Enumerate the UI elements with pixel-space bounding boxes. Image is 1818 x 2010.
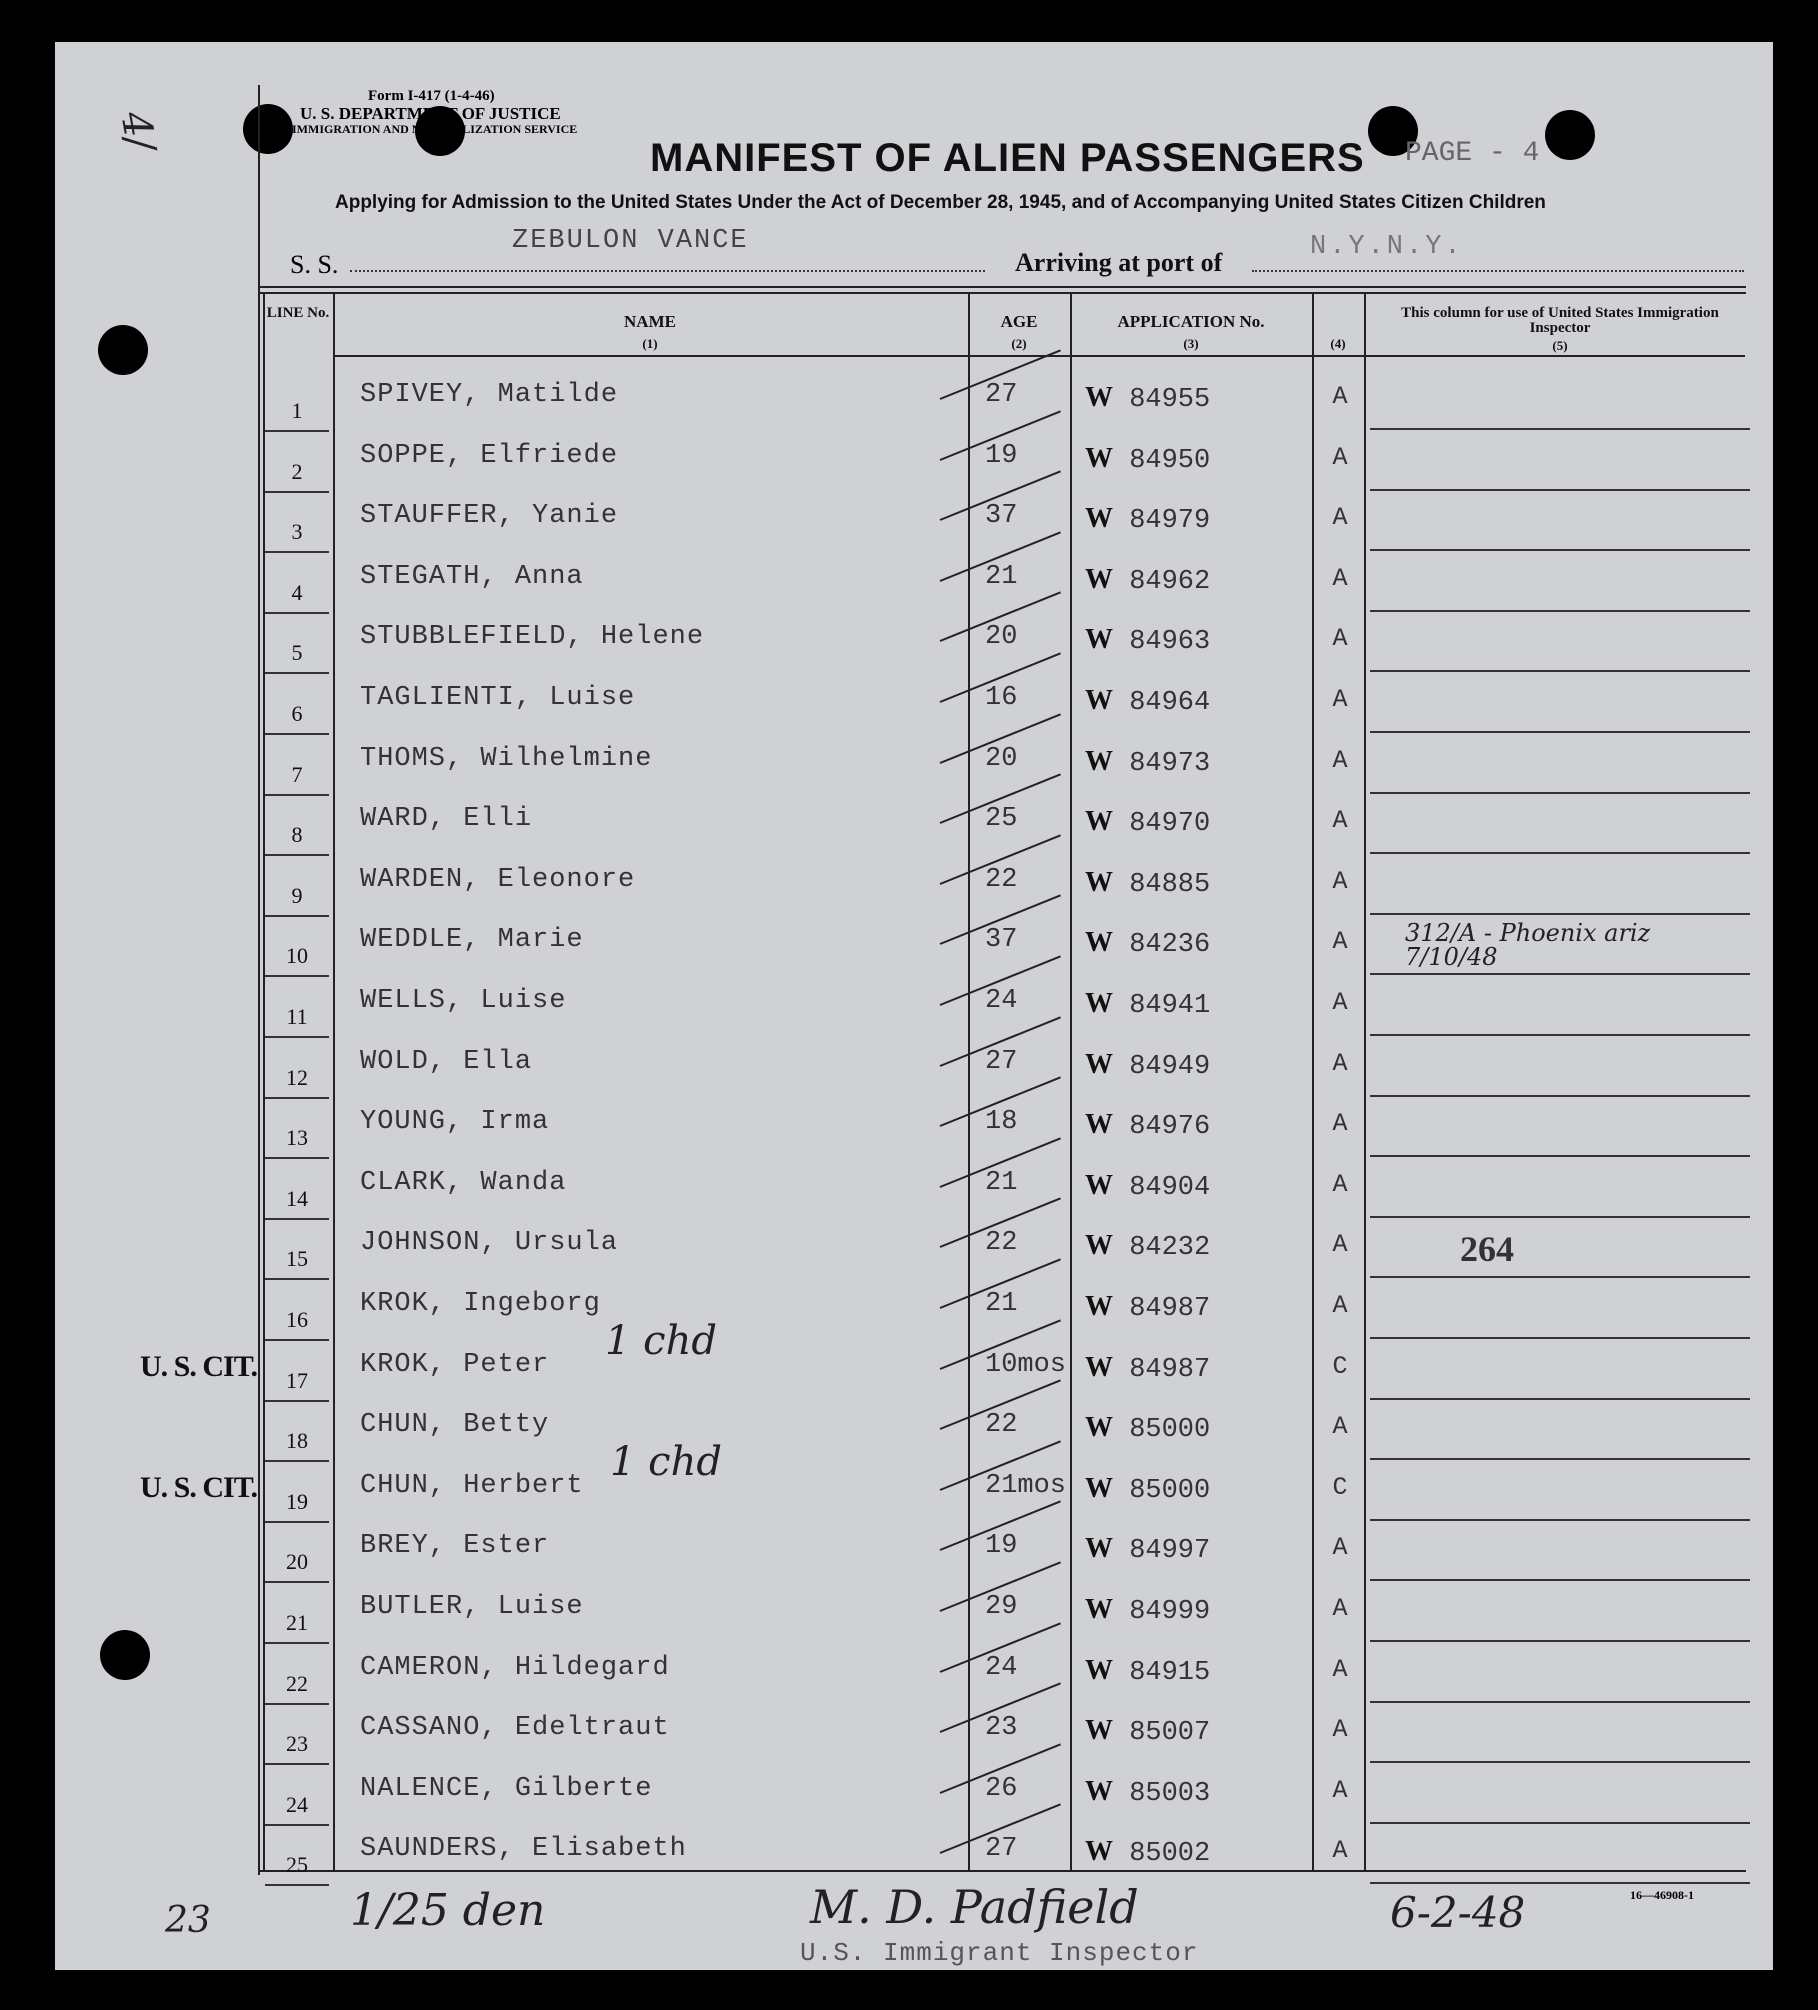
passenger-name: YOUNG, Irma [360,1107,550,1137]
application-number [1085,1776,1210,1809]
inspector-rule [1370,1458,1750,1460]
application-digits: 84987 [1129,1355,1211,1385]
class-code: A [1332,503,1348,532]
corner-handwritten-mark: 4/ [111,107,164,155]
line-number: 5 [291,640,303,665]
application-prefix: W [1085,746,1113,777]
inspector-signature: M. D. Padfield [810,1880,1139,1934]
table-top-border [258,286,1746,288]
passenger-name: WARD, Elli [360,804,533,834]
application-digits: 84904 [1129,1173,1211,1203]
passenger-age: 24 [985,1653,1018,1683]
passenger-age: 24 [985,986,1018,1016]
passenger-age: 22 [985,1228,1018,1258]
table-row [0,1521,1818,1581]
line-number: 6 [291,701,303,726]
class-code: A [1332,1230,1348,1259]
passenger-name: SOPPE, Elfriede [360,441,619,471]
inspector-rule [1370,1579,1750,1581]
application-number [1085,624,1210,657]
inspector-rule [1370,1761,1750,1763]
passenger-name: SAUNDERS, Elisabeth [360,1834,687,1864]
inspector-rule [1370,852,1750,854]
application-digits: 84885 [1129,870,1211,900]
table-row [0,552,1818,612]
application-prefix: W [1085,1230,1113,1261]
passenger-name: CHUN, Herbert [360,1471,584,1501]
passenger-name: CAMERON, Hildegard [360,1653,670,1683]
application-digits: 84999 [1129,1597,1211,1627]
application-digits: 84970 [1129,809,1211,839]
header-inspector-number: (5) [1552,338,1568,353]
application-number [1085,746,1210,779]
passenger-name: NALENCE, Gilberte [360,1774,653,1804]
ship-line [350,270,985,272]
application-prefix: W [1085,927,1113,958]
application-number [1085,988,1210,1021]
application-digits: 84976 [1129,1112,1211,1142]
line-number: 4 [291,580,303,605]
application-number [1085,1352,1210,1385]
application-digits: 84963 [1129,627,1211,657]
us-citizen-stamp: U. S. CIT. [140,1471,257,1504]
table-row [0,370,1818,430]
passenger-name: CLARK, Wanda [360,1168,567,1198]
application-number [1085,503,1210,536]
ss-label: S. S. [290,250,339,279]
header-name: NAME [624,312,676,331]
application-digits: 84964 [1129,688,1211,718]
application-number [1085,443,1210,476]
line-rule [265,1884,329,1886]
service: IMMIGRATION AND NATURALIZATION SERVICE [292,122,578,136]
header-line-no: LINE No. [266,305,330,321]
application-prefix: W [1085,1352,1113,1383]
inspector-rule [1370,731,1750,733]
class-code: A [1332,988,1348,1017]
form-code: 16—46908-1 [1630,1888,1694,1902]
application-number [1085,1836,1210,1869]
application-digits: 84987 [1129,1294,1211,1324]
footer-handwritten-number: 23 [165,1900,211,1941]
passenger-name: CASSANO, Edeltraut [360,1713,670,1743]
table-row [0,794,1818,854]
line-number: 12 [286,1065,308,1090]
passenger-age: 18 [985,1107,1018,1137]
class-code: C [1332,1352,1348,1381]
line-number: 10 [286,943,308,968]
passenger-age: 21mos [985,1471,1067,1501]
table-row [0,1764,1818,1824]
application-prefix: W [1085,1715,1113,1746]
application-number [1085,382,1210,415]
application-digits: 84232 [1129,1233,1211,1263]
line-number: 24 [286,1792,308,1817]
table-row [0,612,1818,672]
line-number: 21 [286,1610,308,1635]
line-number: 13 [286,1125,308,1150]
inspector-rule [1370,1882,1750,1884]
class-code: A [1332,1776,1348,1805]
department: U. S. DEPARTMENT OF JUSTICE [300,104,561,123]
class-code: A [1332,1109,1348,1138]
class-code: A [1332,564,1348,593]
line-number: 18 [286,1428,308,1453]
page-number: PAGE - 4 [1405,138,1540,169]
application-number [1085,806,1210,839]
application-digits: 84973 [1129,749,1211,779]
port-line [1252,270,1744,272]
passenger-age: 27 [985,1047,1018,1077]
passenger-age: 21 [985,1289,1018,1319]
passenger-age: 22 [985,1410,1018,1440]
line-number: 14 [286,1186,308,1211]
application-prefix: W [1085,1594,1113,1625]
table-row [0,1158,1818,1218]
class-code: A [1332,746,1348,775]
application-digits: 85000 [1129,1476,1211,1506]
inspector-note: 264 [1460,1229,1514,1269]
application-prefix: W [1085,1109,1113,1140]
class-code: A [1332,1170,1348,1199]
class-code: A [1332,685,1348,714]
application-digits: 85000 [1129,1415,1211,1445]
application-prefix: W [1085,1655,1113,1686]
passenger-name: STUBBLEFIELD, Helene [360,622,705,652]
header-age-number: (2) [1011,336,1027,351]
application-prefix: W [1085,1836,1113,1867]
line-number: 7 [291,762,303,787]
line-number: 9 [291,883,303,908]
application-digits: 84979 [1129,506,1211,536]
class-code: A [1332,624,1348,653]
line-number: 8 [291,822,303,847]
line-number: 16 [286,1307,308,1332]
line-number: 15 [286,1246,308,1271]
table-row [0,1643,1818,1703]
application-digits: 84962 [1129,567,1211,597]
table-row [0,855,1818,915]
application-number [1085,1230,1210,1263]
line-number: 17 [286,1368,308,1393]
line-number: 20 [286,1549,308,1574]
line-number: 2 [291,459,303,484]
table-row [0,1703,1818,1763]
application-digits: 84950 [1129,446,1211,476]
class-code: A [1332,1715,1348,1744]
table-row [0,1279,1818,1339]
passenger-name: WEDDLE, Marie [360,925,584,955]
table-row [0,915,1818,975]
application-number [1085,1170,1210,1203]
application-number [1085,867,1210,900]
passenger-name: KROK, Peter [360,1350,550,1380]
application-number [1085,1655,1210,1688]
passenger-name: JOHNSON, Ursula [360,1228,619,1258]
table-top-border [258,292,1746,294]
passenger-age: 19 [985,1531,1018,1561]
page-title: MANIFEST OF ALIEN PASSENGERS [650,136,1365,180]
passenger-name: KROK, Ingeborg [360,1289,601,1319]
passenger-age: 21 [985,562,1018,592]
application-number [1085,1533,1210,1566]
application-digits: 84949 [1129,1052,1211,1082]
class-code: A [1332,1533,1348,1562]
punch-hole [98,325,148,375]
punch-hole [243,104,293,154]
application-number [1085,1412,1210,1445]
class-code: A [1332,927,1348,956]
inspector-rule [1370,973,1750,975]
inspector-rule [1370,549,1750,551]
passenger-age: 27 [985,380,1018,410]
port-name: N.Y.N.Y. [1310,232,1464,262]
header-inspector: This column for use of United States Immigration Inspector [1401,305,1719,336]
passenger-name: TAGLIENTI, Luise [360,683,636,713]
port-label: Arriving at port of [1015,248,1223,277]
application-prefix: W [1085,806,1113,837]
table-row [0,1097,1818,1157]
passenger-age: 20 [985,744,1018,774]
passenger-name: WARDEN, Eleonore [360,865,636,895]
passenger-age: 16 [985,683,1018,713]
application-digits: 85003 [1129,1779,1211,1809]
footer-handwritten-count: 1/25 den [350,1885,546,1936]
header-name-number: (1) [642,336,658,351]
inspector-rule [1370,1640,1750,1642]
class-code: A [1332,1412,1348,1441]
table-row [0,1037,1818,1097]
line-number: 19 [286,1489,308,1514]
class-code: A [1332,382,1348,411]
table-row [0,734,1818,794]
table-row [0,431,1818,491]
application-prefix: W [1085,1170,1113,1201]
passenger-age: 37 [985,501,1018,531]
class-code: A [1332,443,1348,472]
line-number: 23 [286,1731,308,1756]
inspector-rule [1370,1337,1750,1339]
application-digits: 84236 [1129,930,1211,960]
line-number: 22 [286,1671,308,1696]
line-number: 25 [286,1852,308,1877]
header-age: AGE [1000,312,1038,331]
class-code: C [1332,1473,1348,1502]
application-number [1085,1473,1210,1506]
passenger-name: BUTLER, Luise [360,1592,584,1622]
passenger-age: 26 [985,1774,1018,1804]
passenger-age: 29 [985,1592,1018,1622]
class-code: A [1332,1655,1348,1684]
class-code: A [1332,867,1348,896]
application-number [1085,1291,1210,1324]
passenger-name: WOLD, Ella [360,1047,533,1077]
application-digits: 84915 [1129,1658,1211,1688]
header-application: APPLICATION No. [1117,312,1265,331]
application-digits: 84955 [1129,385,1211,415]
application-digits: 84997 [1129,1536,1211,1566]
line-number: 11 [286,1004,308,1029]
header-application-number: (3) [1183,336,1199,351]
application-prefix: W [1085,1533,1113,1564]
passenger-name: STEGATH, Anna [360,562,584,592]
application-prefix: W [1085,503,1113,534]
passenger-name: THOMS, Wilhelmine [360,744,653,774]
us-citizen-stamp: U. S. CIT. [140,1350,257,1383]
inspector-rule [1370,428,1750,430]
application-number [1085,1715,1210,1748]
application-number [1085,1049,1210,1082]
application-prefix: W [1085,1412,1113,1443]
passenger-age: 20 [985,622,1018,652]
passenger-age: 10mos [985,1350,1067,1380]
application-number [1085,685,1210,718]
application-prefix: W [1085,624,1113,655]
application-prefix: W [1085,1049,1113,1080]
table-row [0,1218,1818,1278]
application-digits: 85002 [1129,1839,1211,1869]
class-code: A [1332,1049,1348,1078]
application-prefix: W [1085,382,1113,413]
application-prefix: W [1085,685,1113,716]
ship-name: ZEBULON VANCE [512,226,749,256]
class-code: A [1332,806,1348,835]
signer-title: U.S. Immigrant Inspector [800,1938,1199,1968]
application-number [1085,1109,1210,1142]
class-code: A [1332,1594,1348,1623]
application-number [1085,1594,1210,1627]
application-prefix: W [1085,1473,1113,1504]
inspector-rule [1370,1276,1750,1278]
inspector-rule [1370,1155,1750,1157]
inspector-rule [1370,670,1750,672]
application-prefix: W [1085,988,1113,1019]
inspector-rule [1370,1034,1750,1036]
application-digits: 84941 [1129,991,1211,1021]
child-annotation: 1 chd [610,1439,722,1485]
line-number: 3 [291,519,303,544]
form-number: Form I-417 (1-4-46) [368,88,495,104]
line-number: 1 [291,398,303,423]
table-row [0,673,1818,733]
passenger-age: 23 [985,1713,1018,1743]
inspector-note: 312/A - Phoenix ariz 7/10/48 [1405,919,1651,971]
passenger-age: 22 [985,865,1018,895]
class-code: A [1332,1836,1348,1865]
class-code: A [1332,1291,1348,1320]
application-prefix: W [1085,1291,1113,1322]
table-row [0,976,1818,1036]
passenger-age: 25 [985,804,1018,834]
application-prefix: W [1085,443,1113,474]
table-row [0,1400,1818,1460]
passenger-name: WELLS, Luise [360,986,567,1016]
passenger-name: STAUFFER, Yanie [360,501,619,531]
passenger-name: SPIVEY, Matilde [360,380,619,410]
table-row [0,1824,1818,1884]
application-digits: 85007 [1129,1718,1211,1748]
child-annotation: 1 chd [605,1318,717,1364]
application-prefix: W [1085,1776,1113,1807]
table-row [0,1582,1818,1642]
passenger-age: 21 [985,1168,1018,1198]
header-col4: (4) [1330,336,1346,351]
passenger-age: 27 [985,1834,1018,1864]
subtitle: Applying for Admission to the United States Under the Act of December 28, 1945, and of Accompanying United States Citizen Children [335,192,1546,213]
signature-date: 6-2-48 [1390,1888,1526,1937]
application-prefix: W [1085,564,1113,595]
passenger-age: 37 [985,925,1018,955]
passenger-name: BREY, Ester [360,1531,550,1561]
table-row [0,491,1818,551]
passenger-name: CHUN, Betty [360,1410,550,1440]
application-number [1085,564,1210,597]
application-prefix: W [1085,867,1113,898]
passenger-age: 19 [985,441,1018,471]
punch-hole [1545,110,1595,160]
application-number [1085,927,1210,960]
